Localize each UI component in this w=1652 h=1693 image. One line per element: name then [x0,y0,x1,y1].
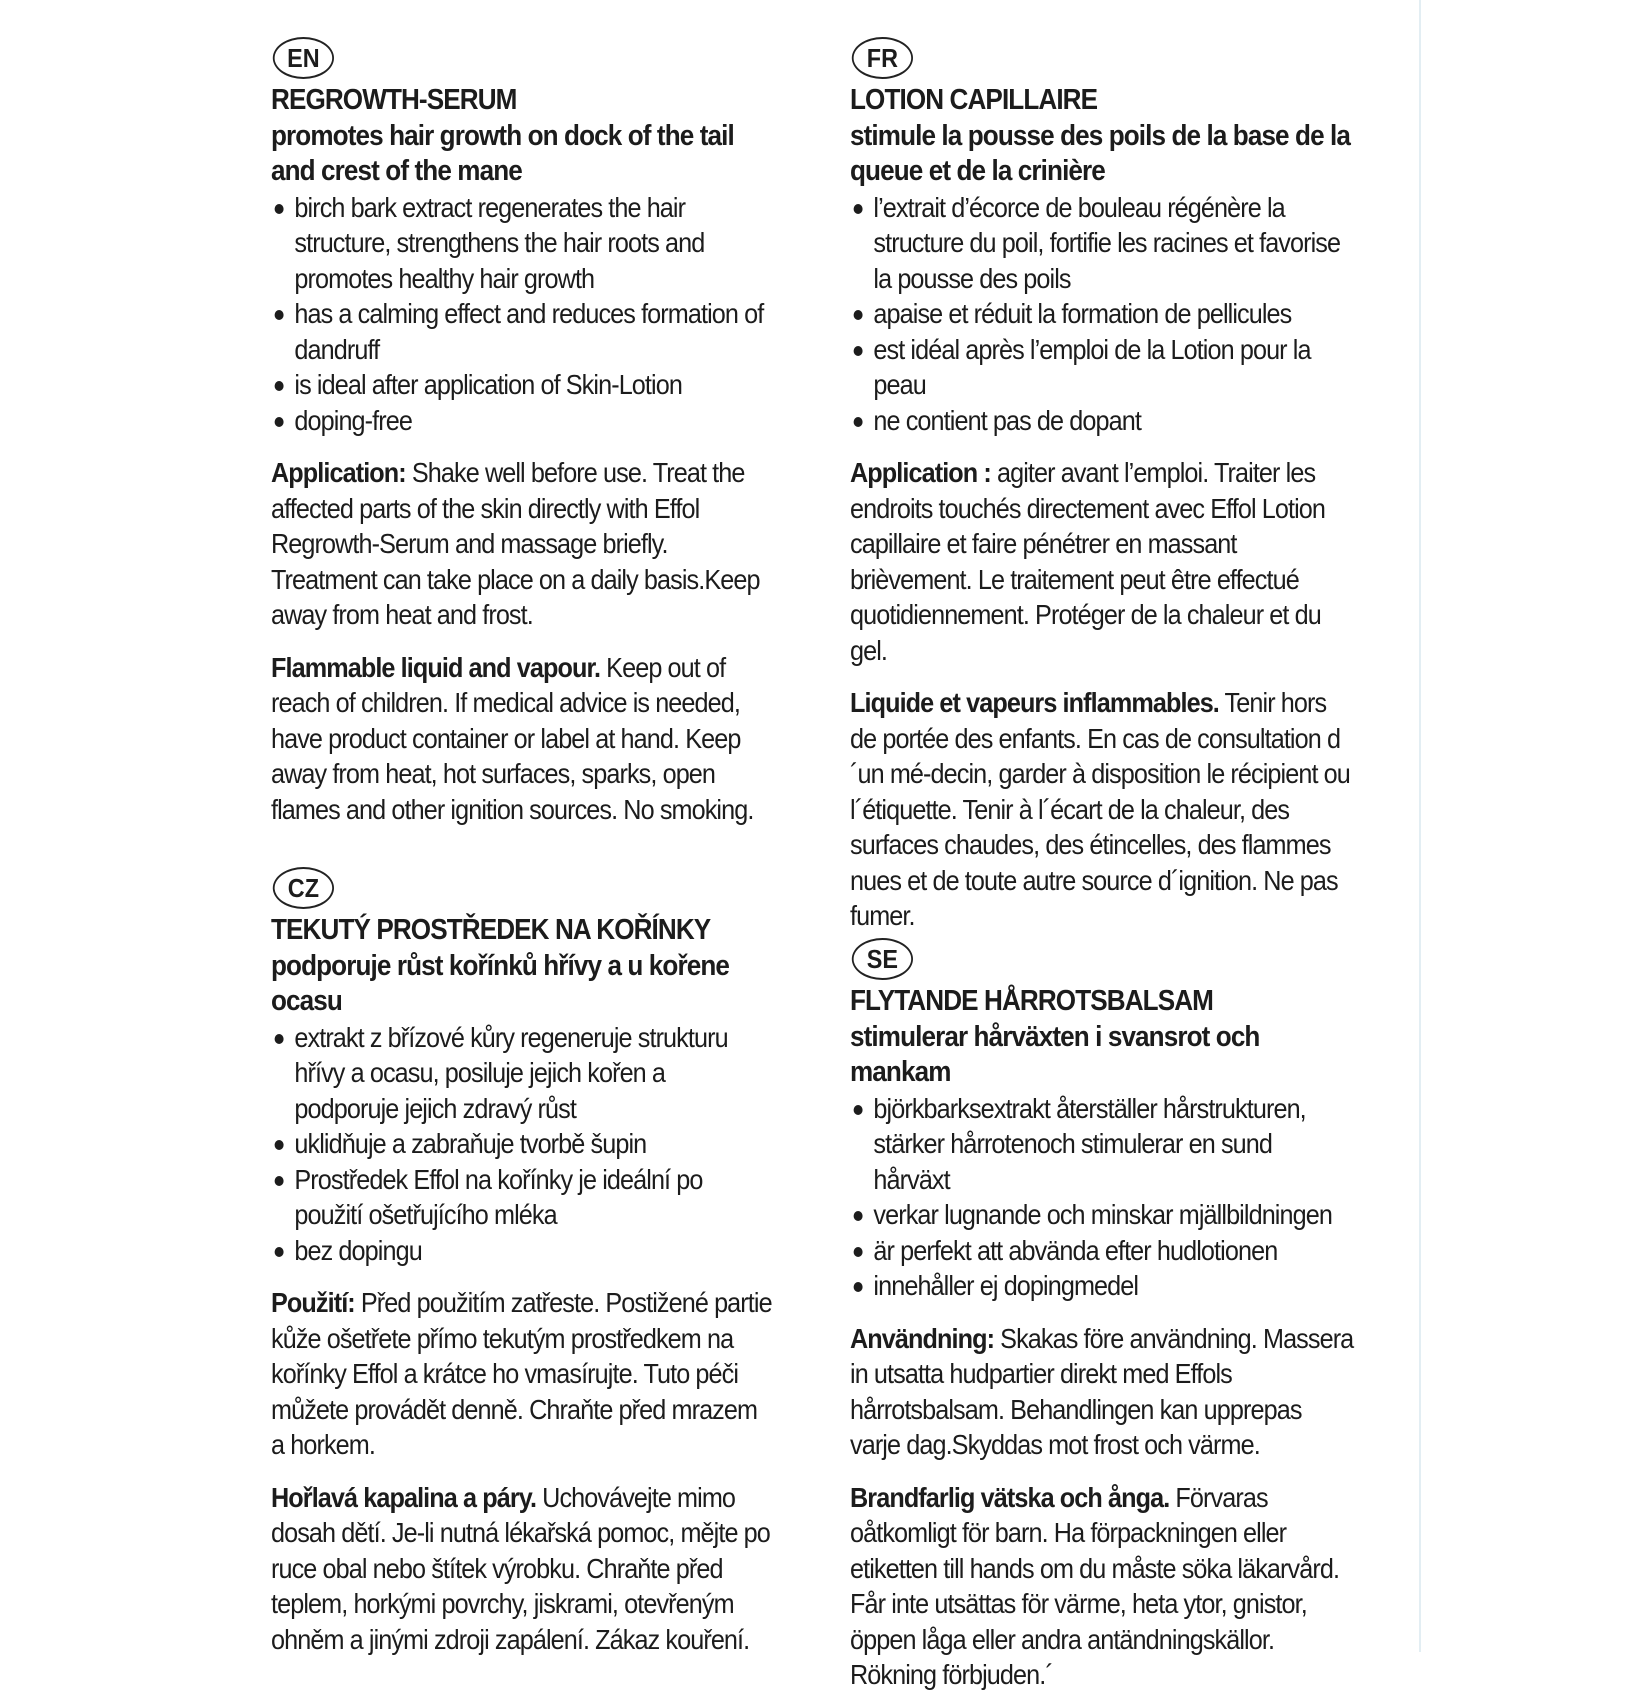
warning-label-fr: Liquide et vapeurs inflammables. [850,687,1219,718]
section-fr [850,37,1354,934]
list-item: has a calming effect and reduces formation of dandruff [271,296,775,367]
language-badge-cz: CZ [273,867,334,909]
list-item: apaise et réduit la formation de pellicules [850,296,1354,332]
product-subtitle-cz: podporuje růst kořínků hřívy a u kořene ocasu [271,949,730,1017]
warning-paragraph-se [850,1480,1354,1693]
list-item: uklidňuje a zabraňuje tvorbě šupin [271,1126,775,1162]
feature-list-en [271,190,775,439]
product-title-cz: TEKUTÝ PROSTŘEDEK NA KOŘÍNKY [271,914,711,946]
section-cz [271,867,775,1657]
application-paragraph-fr [850,455,1354,668]
page-edge-divider [1419,0,1421,1652]
warning-text-cz: Uchovávejte mimo dosah dětí. Je-li nutná lékařská pomoc, mějte po ruce obal nebo štítek výrobku. Chraňte před teplem, horkými povrchy, jiskrami, otevřeným ohněm a jinými zdroji zapálení. Zákaz kouření. [271,1481,770,1655]
application-label-cz: Použití: [271,1287,355,1318]
application-text-cz: Před použitím zatřeste. Postižené partie kůže ošetřete přímo tekutým prostředkem na kořínky Effol a krátce ho vmasírujte. Tuto péči můžete provádět denně. Chraňte před mrazem a horkem. [271,1287,772,1460]
product-title-fr: LOTION CAPILLAIRE [850,84,1098,116]
product-title-en: REGROWTH-SERUM [271,84,517,116]
list-item: is ideal after application of Skin-Lotion [271,367,775,403]
section-se [850,938,1354,1693]
list-item: l’extrait d’écorce de bouleau régénère la structure du poil, fortifie les racines et favorise la pousse des poils [850,190,1354,297]
product-subtitle-se: stimulerar hårväxten i svansrot och mankam [850,1020,1260,1088]
warning-text-en: Keep out of reach of children. If medical advice is needed, have product container or label at hand. Keep away from heat, hot surfaces, sparks, open flames and other ignition sources. No smoking. [271,651,754,825]
application-text-se: Skakas före användning. Massera in utsatta hudpartier direkt med Effols hårrotsbalsam. Behandlingen kan upprepas varje dag.Skyddas mot frost och värme. [850,1322,1354,1460]
product-title-se: FLYTANDE HÅRROTSBALSAM [850,985,1214,1017]
application-text-en: Shake well before use. Treat the affected parts of the skin directly with Effol Regrowth-Serum and massage briefly. Treatment can take place on a daily basis.Keep away from heat and frost. [271,457,760,630]
application-label-en: Application: [271,457,406,488]
language-badge-en: EN [273,37,334,79]
list-item: Prostředek Effol na kořínky je ideální po použití ošetřujícího mléka [271,1162,775,1233]
list-item: ne contient pas de dopant [850,403,1354,439]
language-badge-fr: FR [852,37,913,79]
list-item: innehåller ej dopingmedel [850,1268,1354,1304]
feature-list-cz [271,1020,775,1269]
list-item: är perfekt att abvända efter hudlotionen [850,1233,1354,1269]
feature-list-fr [850,190,1354,439]
product-subtitle-en: promotes hair growth on dock of the tail and crest of the mane [271,119,734,187]
list-item: est idéal après l’emploi de la Lotion pour la peau [850,332,1354,403]
list-item: doping-free [271,403,775,439]
application-paragraph-se [850,1321,1354,1463]
application-paragraph-en [271,455,775,633]
list-item: bez dopingu [271,1233,775,1269]
warning-label-se: Brandfarlig vätska och ånga. [850,1481,1170,1513]
feature-list-se [850,1091,1354,1304]
product-subtitle-fr: stimule la pousse des poils de la base de la queue et de la crinière [850,119,1351,187]
language-badge-se: SE [852,938,913,980]
application-paragraph-cz [271,1285,775,1463]
list-item: extrakt z břízové kůry regeneruje strukturu hřívy a ocasu, posiluje jejich kořen a podporuje jejich zdravý růst [271,1020,775,1127]
warning-text-se: Förvaras oåtkomligt för barn. Ha förpackningen eller etiketten till hands om du måste söka läkarvård. Får inte utsättas för värme, heta ytor, gnistor, öppen låga eller andra antändningskällor. Rökning förbjuden.´ [850,1481,1340,1690]
list-item: björkbarksextrakt återställer hårstrukturen, stärker hårrotenoch stimulerar en sund hårväxt [850,1091,1354,1198]
warning-label-en: Flammable liquid and vapour. [271,651,601,683]
warning-label-cz: Hořlavá kapalina a páry. [271,1481,537,1513]
warning-paragraph-en [271,650,775,828]
application-label-se: Användning: [850,1322,995,1354]
application-text-fr: agiter avant l’emploi. Traiter les endroits touchés directement avec Effol Lotion capillaire et faire pénétrer en massant brièvement. Le traitement peut être effectué quotidiennement. Protéger de la chaleur et du gel. [850,457,1326,666]
warning-text-fr: Tenir hors de portée des enfants. En cas de consultation d´un mé-decin, garder à disposition le récipient ou l´étiquette. Tenir à l´écart de la chaleur, des surfaces chaudes, des étincelles, des flammes nues et de toute autre source d´ignition. Ne pas fumer. [850,687,1350,931]
section-en [271,37,775,827]
list-item: verkar lugnande och minskar mjällbildningen [850,1197,1354,1233]
warning-paragraph-cz [271,1480,775,1658]
warning-paragraph-fr [850,685,1354,934]
application-label-fr: Application : [850,457,991,488]
list-item: birch bark extract regenerates the hair structure, strengthens the hair roots and promotes healthy hair growth [271,190,775,297]
